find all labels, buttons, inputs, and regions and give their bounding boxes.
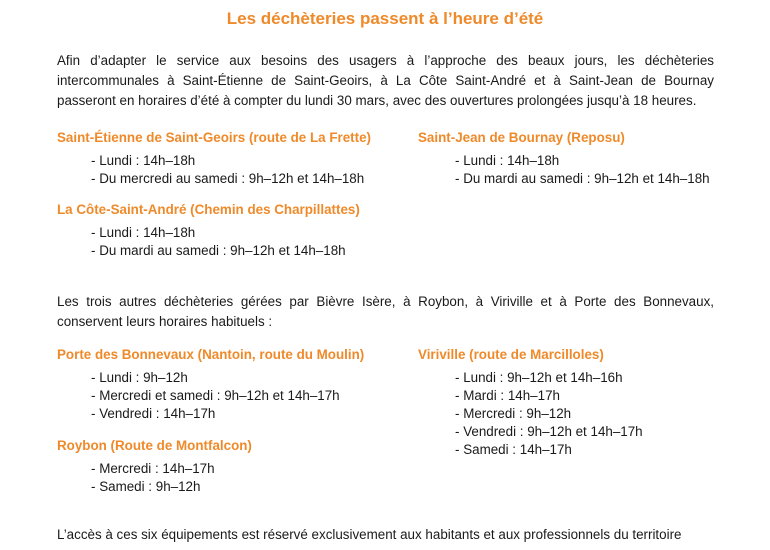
hours-item: - Du mardi au samedi : 9h–12h et 14h–18h [455,170,710,188]
page-title: Les déchèteries passent à l’heure d’été [226,9,544,28]
third-paragraph: L’accès à ces six équipements est réservé exclusivement aux habitants et aux professionnels du territoire [57,527,682,542]
hours-list [418,152,710,188]
site-block-roybon [57,436,252,496]
site-block-la-cote [57,200,360,260]
hours-item: - Mardi : 14h–17h [455,387,643,405]
hours-item: - Samedi : 9h–12h [91,478,252,496]
hours-list [57,460,252,496]
hours-item: - Lundi : 9h–12h [91,369,364,387]
site-block-saint-etienne [57,128,371,188]
hours-item: - Mercredi : 9h–12h [455,405,643,423]
hours-item: - Lundi : 9h–12h et 14h–16h [455,369,643,387]
hours-item: - Du mercredi au samedi : 9h–12h et 14h–18h [91,170,371,188]
hours-item: - Mercredi et samedi : 9h–12h et 14h–17h [91,387,364,405]
hours-item: - Vendredi : 14h–17h [91,405,364,423]
hours-list [57,369,364,423]
site-block-viriville [418,345,643,459]
hours-item: - Lundi : 14h–18h [91,224,360,242]
site-name: Saint-Étienne de Saint-Geoirs (route de La Frette) [57,130,371,145]
site-name: Viriville (route de Marcilloles) [418,347,604,362]
site-block-saint-jean [418,128,710,188]
intro-paragraph: Afin d’adapter le service aux besoins des usagers à l’approche des beaux jours, les déchèteries intercommunales à Saint-Étienne de Saint-Geoirs, à La Côte Saint-André et à Saint-Jean de Bournay passeront en horaires d’été à compter du lundi 30 mars, avec des ouvertures prolongées jusqu’à 18 heures. [57,53,714,108]
hours-item: - Vendredi : 9h–12h et 14h–17h [455,423,643,441]
hours-item: - Lundi : 14h–18h [455,152,710,170]
hours-list [57,152,371,188]
second-paragraph: Les trois autres déchèteries gérées par Bièvre Isère, à Roybon, à Viriville et à Porte des Bonnevaux, conservent leurs horaires habituels : [57,294,714,329]
hours-list [418,369,643,459]
site-name: Saint-Jean de Bournay (Reposu) [418,130,625,145]
hours-item: - Lundi : 14h–18h [91,152,371,170]
hours-item: - Samedi : 14h–17h [455,441,643,459]
hours-list [57,224,360,260]
hours-item: - Du mardi au samedi : 9h–12h et 14h–18h [91,242,360,260]
site-name: Porte des Bonnevaux (Nantoin, route du Moulin) [57,347,365,362]
site-name: Roybon (Route de Montfalcon) [57,438,252,453]
site-block-porte-des-bonnevaux [57,345,364,423]
site-name: La Côte-Saint-André (Chemin des Charpillattes) [57,202,360,217]
hours-item: - Mercredi : 14h–17h [91,460,252,478]
